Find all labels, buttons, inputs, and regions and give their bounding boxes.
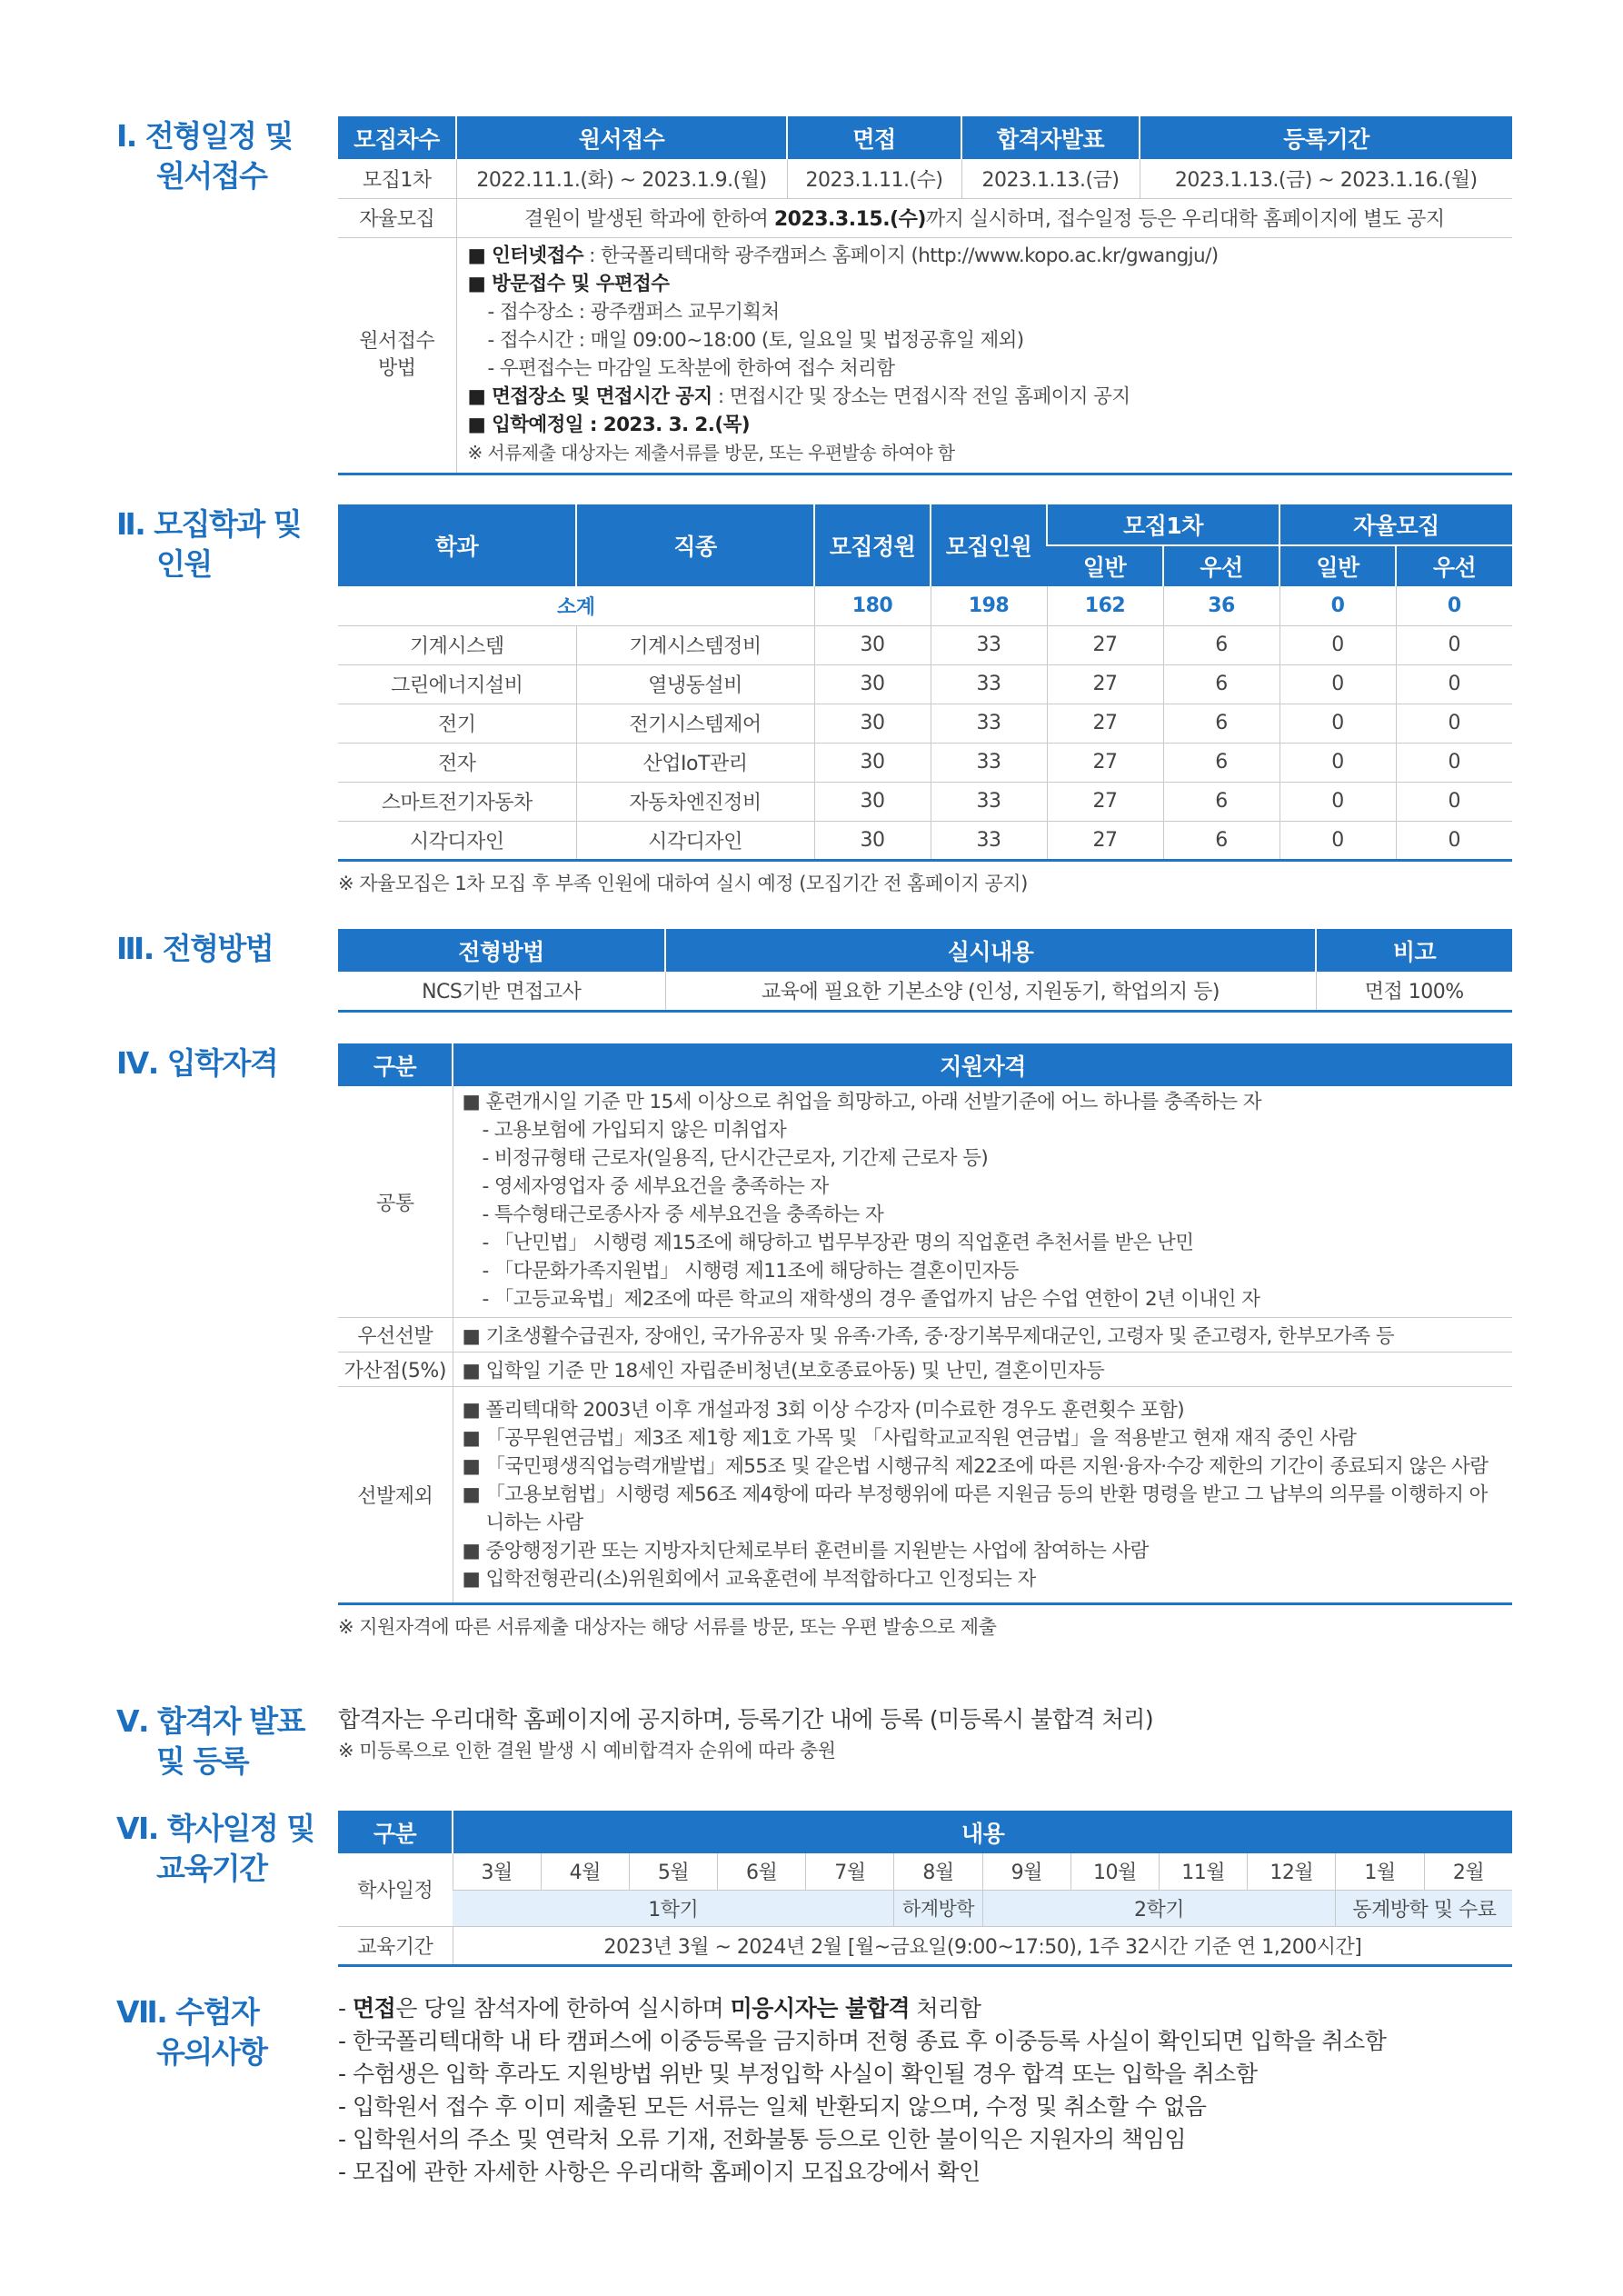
header-cell: 학과 [338,504,576,586]
list-item: ■ 중앙행정기관 또는 지방자치단체로부터 훈련비를 지원받는 사업에 참여하는 사람 [462,1540,1149,1562]
table-row [338,743,1512,782]
table-cell: 0 [1396,625,1512,664]
notice-item: - 수험생은 입학 후라도 지원방법 위반 및 부정입학 사실이 확인될 경우 합격 또는 입학을 취소함 [338,2061,1258,2087]
term2-cell: 2학기 [982,1890,1336,1926]
table-cell: 33 [931,743,1047,782]
table-cell: 0 [1279,821,1396,860]
table-cell: 2023년 3월 ~ 2024년 2월 [월~금요일(9:00~17:50), 1주 32시간 기준 연 1,200시간] [453,1926,1512,1965]
table-cell: 0 [1279,625,1396,664]
winter-break-cell: 동계방학 및 수료 [1336,1890,1513,1926]
table-cell: 기계시스템정비 [576,625,814,664]
month-cell: 8월 [894,1853,982,1890]
table-cell: 33 [931,625,1047,664]
apply-method-list [457,238,1513,473]
list-item: - 접수장소 : 광주캠퍼스 교무기획처 [487,300,780,324]
header-cell: 구분 [338,1811,453,1853]
table-cell: 자동차엔진정비 [576,782,814,821]
table-cell: 0 [1279,704,1396,743]
table-cell: 33 [931,782,1047,821]
table-cell: 2023.1.13.(금) ~ 2023.1.16.(월) [1140,159,1512,198]
header-cell: 우선 [1396,545,1512,586]
qualification-table-wrap [338,1043,1512,1640]
month-cell: 4월 [541,1853,629,1890]
table-cell: 6 [1163,664,1279,704]
table-cell: 6 [1163,704,1279,743]
list-item: - 접수시간 : 매일 09:00~18:00 (토, 일요일 및 법정공휴일 제외) [487,328,1024,352]
header-cell: 지원자격 [453,1043,1512,1086]
table-cell: ■ 기초생활수급권자, 장애인, 국가유공자 및 유족·가족, 중·장기복무제대군인, 고령자 및 준고령자, 한부모가족 등 [453,1318,1512,1353]
month-cell: 12월 [1248,1853,1336,1890]
table-cell: 27 [1047,625,1163,664]
table-row [338,821,1512,860]
table-cell: 전자 [338,743,576,782]
common-list [453,1086,1513,1317]
departments-table-wrap [338,504,1512,896]
header-cell: 자율모집 [1279,504,1512,545]
table-cell: 0 [1396,782,1512,821]
header-cell: 면접 [787,116,961,159]
schedule-table-wrap [338,116,1512,475]
section-title: Ⅱ. 모집학과 및 인원 [116,506,302,582]
section-title: Ⅰ. 전형일정 및 원서접수 [116,118,293,194]
list-item: ※ 서류제출 대상자는 제출서류를 방문, 또는 우편발송 하여야 함 [467,441,955,464]
table-cell: 30 [814,625,931,664]
header-cell: 등록기간 [1140,116,1512,159]
exclusion-cell [453,1387,1512,1604]
header-cell: 모집차수 [338,116,456,159]
table-cell: 시각디자인 [576,821,814,860]
table-cell: 30 [814,782,931,821]
list-item: ■ 면접장소 및 면접시간 공지 : 면접시간 및 장소는 면접시작 전일 홈페이지 공지 [467,384,1130,408]
notice-item: - 모집에 관한 자세한 사항은 우리대학 홈페이지 모집요강에서 확인 [338,2159,981,2185]
month-cell: 2월 [1424,1853,1512,1890]
list-item: - 「고등교육법」제2조에 따른 학교의 재학생의 경우 졸업까지 남은 수업 연한이 2년 이내인 자 [482,1288,1260,1311]
table-cell: 2023.1.13.(금) [961,159,1140,198]
notice-item: - 한국폴리텍대학 내 타 캠퍼스에 이중등록을 금지하며 전형 종료 후 이중등록 사실이 확인되면 입학을 취소함 [338,2028,1387,2054]
notice-item: - 입학원서의 주소 및 연락처 오류 기재, 전화불통 등으로 인한 불이익은 지원자의 책임임 [338,2126,1187,2152]
list-item: - 「난민법」 시행령 제15조에 해당하고 법무부장관 명의 직업훈련 추천서를 받은 난민 [482,1232,1194,1254]
table-cell: 27 [1047,664,1163,704]
header-cell: 일반 [1279,545,1396,586]
table-cell: 시각디자인 [338,821,576,860]
announcement-body [338,1703,1512,1763]
announcement-text: 합격자는 우리대학 홈페이지에 공지하며, 등록기간 내에 등록 (미등록시 불합격 처리) [338,1706,1154,1732]
table-cell: 0 [1396,821,1512,860]
table-cell: 학사일정 [338,1853,453,1926]
month-cell: 6월 [718,1853,806,1890]
table-cell: 0 [1396,586,1512,625]
method-table-wrap [338,929,1512,1013]
header-cell: 직종 [576,504,814,586]
notice-item: - 면접은 당일 참석자에 한하여 실시하며 미응시자는 불합격 처리함 [338,1995,981,2021]
table-cell: 162 [1047,586,1163,625]
list-item: ■ 입학예정일 : 2023. 3. 2.(목) [467,413,750,436]
list-item: ■ 방문접수 및 우편접수 [467,272,670,295]
table-cell: 소계 [338,586,814,625]
header-cell: 비고 [1316,929,1512,972]
table-cell: 198 [931,586,1047,625]
table-cell: 30 [814,821,931,860]
list-item: ■ 「국민평생직업능력개발법」제55조 및 같은법 시행규칙 제22조에 따른 지원·융자·수강 제한의 기간이 종료되지 않은 사람 [462,1455,1489,1478]
table-cell: ■ 입학일 기준 만 18세인 자립준비청년(보호종료아동) 및 난민, 결혼이민자등 [453,1353,1512,1387]
header-cell: 원서접수 [456,116,787,159]
table-cell: 교육기간 [338,1926,453,1965]
schedule-table [338,116,1512,475]
table-cell: 자율모집 [338,198,456,237]
table-cell: 30 [814,664,931,704]
table-row [338,664,1512,704]
table-cell: 전기 [338,704,576,743]
departments-table [338,504,1512,862]
table-cell: 27 [1047,782,1163,821]
month-cell: 11월 [1160,1853,1248,1890]
section-title: Ⅶ. 수험자 유의사항 [116,1994,267,2070]
table-cell: 2023.1.11.(수) [787,159,961,198]
table-cell: NCS기반 면접고사 [338,972,665,1011]
table-cell: 0 [1396,743,1512,782]
month-cell: 3월 [453,1853,541,1890]
table-cell: 공통 [338,1086,453,1318]
table-row [338,625,1512,664]
table-cell: 6 [1163,821,1279,860]
list-item: ■ 「공무원연금법」제3조 제1항 제1호 가목 및 「사립학교교직원 연금법」을 적용받고 현재 재직 중인 사람 [462,1427,1357,1450]
list-item: - 우편접수는 마감일 도착분에 한하여 접수 처리함 [487,356,895,380]
table-cell: 180 [814,586,931,625]
qualification-note: ※ 지원자격에 따른 서류제출 대상자는 해당 서류를 방문, 또는 우편 발송으로 제출 [338,1616,997,1638]
table-cell: 우선선발 [338,1318,453,1353]
announcement-note: ※ 미등록으로 인한 결원 발생 시 예비합격자 순위에 따라 충원 [338,1740,836,1762]
table-cell: 27 [1047,704,1163,743]
method-table [338,929,1512,1013]
notices-list [338,1992,1512,2189]
header-cell: 모집정원 [814,504,931,586]
section-title: Ⅴ. 합격자 발표 및 등록 [116,1703,304,1779]
month-cell: 10월 [1070,1853,1159,1890]
table-row [338,782,1512,821]
table-cell: 30 [814,704,931,743]
table-cell: 36 [1163,586,1279,625]
subtotal-row [338,586,1512,625]
exclusion-list [453,1387,1513,1602]
header-cell: 모집인원 [931,504,1047,586]
qualification-table [338,1043,1512,1605]
list-item: - 비정규형태 근로자(일용직, 단시간근로자, 기간제 근로자 등) [482,1147,989,1170]
table-cell: 2022.11.1.(화) ~ 2023.1.9.(월) [456,159,787,198]
table-cell: 0 [1396,704,1512,743]
table-cell: 산업IoT관리 [576,743,814,782]
term1-cell: 1학기 [453,1890,894,1926]
summer-break-cell: 하계방학 [894,1890,982,1926]
table-cell: 기계시스템 [338,625,576,664]
common-qualification-cell [453,1086,1512,1318]
table-cell: 6 [1163,743,1279,782]
header-cell: 실시내용 [665,929,1316,972]
table-cell: 면접 100% [1316,972,1512,1011]
table-cell: 33 [931,821,1047,860]
table-cell: 33 [931,704,1047,743]
table-cell: 열냉동설비 [576,664,814,704]
table-cell: 0 [1279,782,1396,821]
table-cell: 33 [931,664,1047,704]
table-cell: 0 [1279,664,1396,704]
list-item: - 「다문화가족지원법」 시행령 제11조에 해당하는 결혼이민자등 [482,1260,1019,1283]
list-item: - 특수형태근로종사자 중 세부요건을 충족하는 자 [482,1203,884,1226]
table-cell: 0 [1279,743,1396,782]
table-cell: 0 [1396,664,1512,704]
header-cell: 우선 [1163,545,1279,586]
section-title: Ⅲ. 전형방법 [116,931,274,966]
departments-note: ※ 자율모집은 1차 모집 후 부족 인원에 대하여 실시 예정 (모집기간 전 홈페이지 공지) [338,872,1028,894]
header-cell: 전형방법 [338,929,665,972]
month-cell: 7월 [806,1853,894,1890]
notice-item: - 입학원서 접수 후 이미 제출된 모든 서류는 일체 반환되지 않으며, 수정 및 취소할 수 없음 [338,2093,1207,2120]
table-cell: 모집1차 [338,159,456,198]
header-cell: 합격자발표 [961,116,1140,159]
table-cell: 0 [1279,586,1396,625]
table-cell: 6 [1163,625,1279,664]
table-cell: 가산점(5%) [338,1353,453,1387]
month-cell: 9월 [982,1853,1070,1890]
section-title: Ⅳ. 입학자격 [116,1045,278,1081]
open-recruit-cell: 결원이 발생된 학과에 한하여 2023.3.15.(수)까지 실시하며, 접수일정 등은 우리대학 홈페이지에 별도 공지 [456,198,1512,237]
month-cell: 1월 [1336,1853,1424,1890]
calendar-table [338,1811,1512,1967]
table-cell: 스마트전기자동차 [338,782,576,821]
list-item: ■ 「고용보험법」시행령 제56조 제4항에 따라 부정행위에 따른 지원금 등의 반환 명령을 받고 그 납부의 의무를 이행하지 아니하는 사람 [462,1483,1488,1534]
table-cell: 27 [1047,821,1163,860]
list-item: - 고용보험에 가입되지 않은 미취업자 [482,1119,787,1142]
list-item: ■ 인터넷접수 : 한국폴리텍대학 광주캠퍼스 홈페이지 (http://www.kopo.ac.kr/gwangju/) [467,244,1219,267]
header-cell: 구분 [338,1043,453,1086]
table-cell: 27 [1047,743,1163,782]
list-item: ■ 입학전형관리(소)위원회에서 교육훈련에 부적합하다고 인정되는 자 [462,1568,1036,1591]
header-cell: 내용 [453,1811,1512,1853]
table-row [338,704,1512,743]
table-cell: 교육에 필요한 기본소양 (인성, 지원동기, 학업의지 등) [665,972,1316,1011]
header-cell: 모집1차 [1047,504,1279,545]
table-cell: 30 [814,743,931,782]
section-title: Ⅵ. 학사일정 및 교육기간 [116,1811,314,1886]
header-cell: 일반 [1047,545,1163,586]
month-cell: 5월 [629,1853,717,1890]
table-cell: 원서접수 방법 [338,237,456,474]
table-cell: 전기시스템제어 [576,704,814,743]
calendar-table-wrap [338,1811,1512,1967]
list-item: ■ 폴리텍대학 2003년 이후 개설과정 3회 이상 수강자 (미수료한 경우도 훈련횟수 포함) [462,1399,1185,1422]
list-item: - 영세자영업자 중 세부요건을 충족하는 자 [482,1175,829,1198]
table-cell: 그린에너지설비 [338,664,576,704]
apply-method-cell [456,237,1512,474]
table-cell: 선발제외 [338,1387,453,1604]
list-item: ■ 훈련개시일 기준 만 15세 이상으로 취업을 희망하고, 아래 선발기준에 어느 하나를 충족하는 자 [462,1091,1261,1113]
table-cell: 6 [1163,782,1279,821]
